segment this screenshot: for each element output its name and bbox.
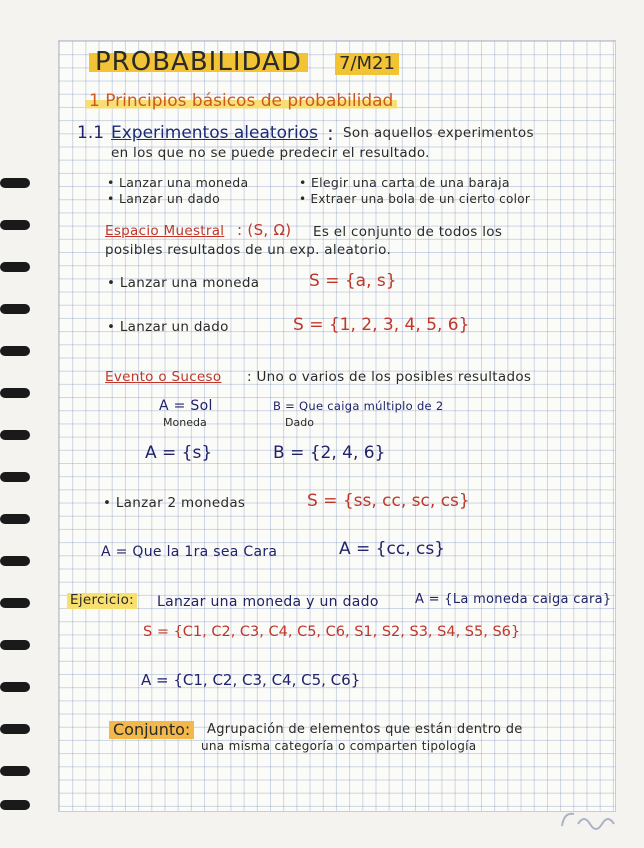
page-date: 7/M21 [335,53,399,75]
term-notation: : (S, Ω) [237,221,292,239]
event-note: Dado [285,416,314,429]
example-item: • Lanzar 2 monedas [103,495,246,511]
definition-line: posibles resultados de un exp. aleatorio. [105,242,392,258]
event-set: B = {2, 4, 6} [273,443,386,463]
event-note: Moneda [163,416,207,429]
event-definition: A = Que la 1ra sea Cara [101,544,278,560]
example-item: • Lanzar un dado [107,191,221,206]
example-item: • Extraer una bola de un cierto color [299,192,531,206]
term-label: Evento o Suceso [105,369,222,385]
event-definition: B = Que caiga múltiplo de 2 [273,399,444,413]
example-item: • Lanzar una moneda [107,175,249,190]
example-item: • Lanzar una moneda [107,275,260,291]
definition-line: una misma categoría o comparten tipología [201,739,477,753]
subsection-heading: Experimentos aleatorios [111,123,318,143]
example-item: • Elegir una carta de una baraja [299,175,510,190]
definition-line: Es el conjunto de todos los [313,224,503,240]
definition-line: en los que no se puede predecir el resultado. [111,145,430,161]
sample-space-set: S = {ss, cc, sc, cs} [307,491,470,511]
event-set: A = {C1, C2, C3, C4, C5, C6} [141,671,361,689]
definition-line: : Uno o varios de los posibles resultados [247,369,532,385]
definition-line: Son aquellos experimentos [343,125,534,141]
event-set: A = {s} [145,443,213,463]
spiral-binding [0,0,40,848]
exercise-text: Lanzar una moneda y un dado [157,594,379,610]
subsection-colon: : [327,121,334,145]
subsection-number: 1.1 [77,123,105,143]
term-label: Conjunto: [109,721,194,739]
definition-line: Agrupación de elementos que están dentro de [207,722,523,737]
sample-space-set: S = {1, 2, 3, 4, 5, 6} [293,315,470,335]
brand-logo [556,806,626,834]
event-definition: A = {La moneda caiga cara} [415,592,612,607]
exercise-label: Ejercicio: [67,593,137,609]
section-heading: 1 Principios básicos de probabilidad [85,93,397,110]
example-item: • Lanzar un dado [107,319,229,335]
event-definition: A = Sol [159,398,213,414]
page-title: PROBABILIDAD [89,49,308,75]
term-label: Espacio Muestral [105,223,225,239]
sample-space-set: S = {a, s} [309,271,397,291]
notebook-page [58,40,616,812]
event-set: A = {cc, cs} [339,539,446,559]
sample-space-set: S = {C1, C2, C3, C4, C5, C6, S1, S2, S3, S4, S5, S6} [143,624,521,640]
